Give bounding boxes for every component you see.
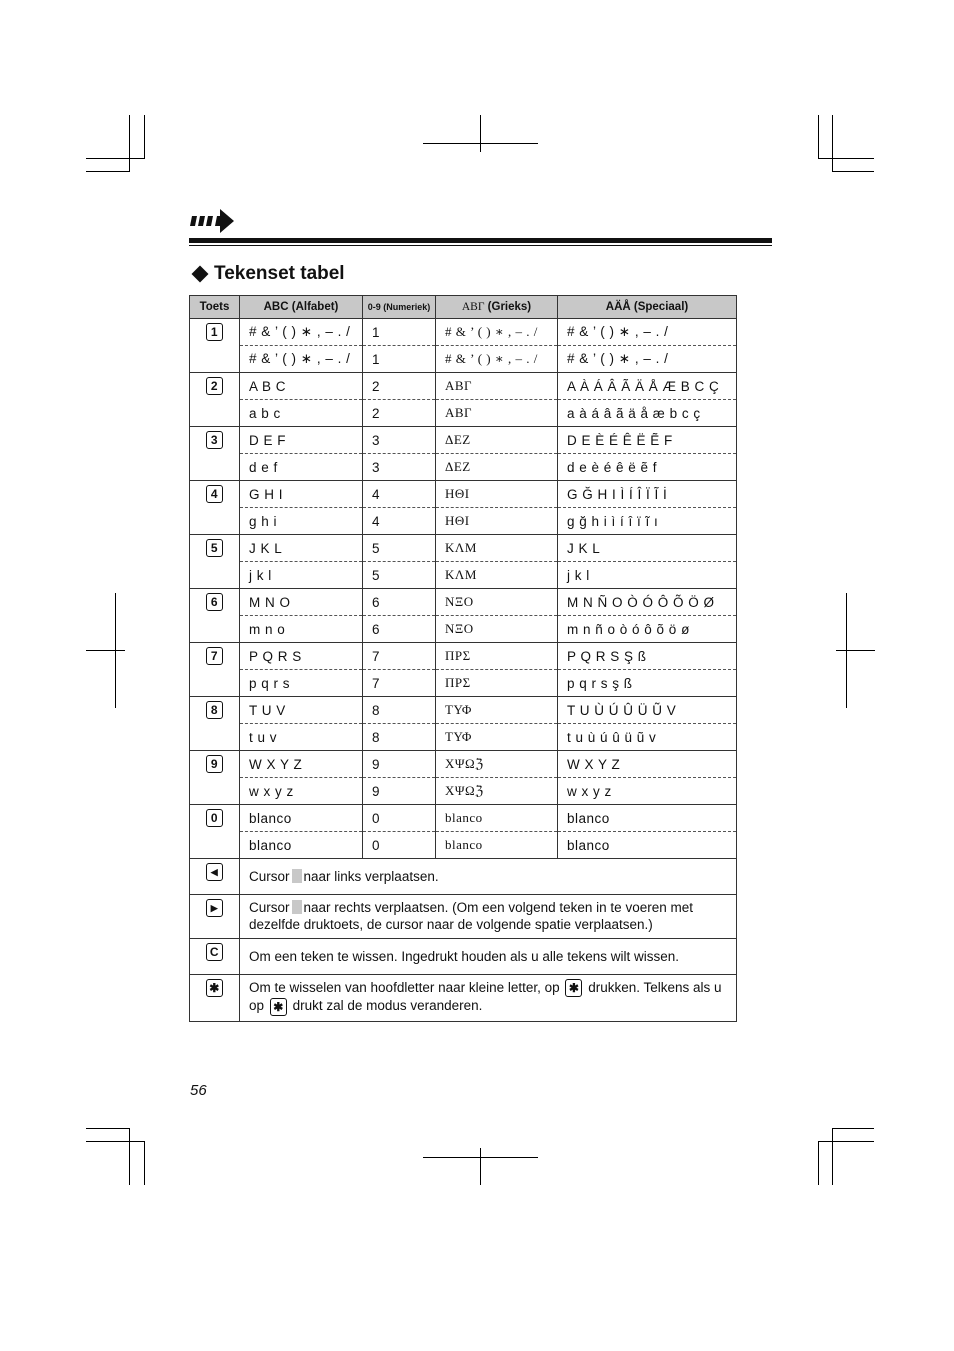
key-cell: [190, 751, 240, 805]
table-row: [190, 373, 737, 400]
crop-mark: [832, 1128, 874, 1129]
cell-greek-upper: ΗΘΙ: [436, 481, 558, 508]
section-title-text: Tekenset tabel: [214, 263, 345, 284]
table-row: [190, 346, 737, 373]
cell-alpha-upper: W X Y Z: [240, 751, 363, 778]
table-row: [190, 832, 737, 859]
cell-special-upper: blanco: [558, 805, 737, 832]
cell-numeric-lower: 3: [363, 454, 436, 481]
crop-mark: [86, 1128, 130, 1129]
key-8-icon: 8: [206, 701, 223, 719]
key-3-icon: 3: [206, 431, 223, 449]
cell-special-lower: j k l: [558, 562, 737, 589]
cell-greek-lower: ΗΘΙ: [436, 508, 558, 535]
cell-alpha-upper: M N O: [240, 589, 363, 616]
header-greek-label: (Grieks): [484, 301, 532, 313]
cursor-left-key-icon: ◀: [206, 863, 223, 881]
table-row: [190, 400, 737, 427]
cursor-left-text-before: Cursor: [249, 868, 290, 884]
cell-special-lower: t u ù ú û ü ũ v: [558, 724, 737, 751]
description-cell: [240, 895, 737, 939]
cell-numeric-upper: 0: [363, 805, 436, 832]
cell-alpha-upper: J K L: [240, 535, 363, 562]
key-cell: [190, 805, 240, 859]
cell-special-upper: # & ’ ( ) ∗ , – . /: [558, 319, 737, 346]
crop-mark: [144, 1141, 145, 1185]
cell-special-lower: blanco: [558, 832, 737, 859]
table-row: [190, 319, 737, 346]
header-alpha: ABC (Alfabet): [240, 296, 363, 319]
key-cell: [190, 939, 240, 975]
cell-numeric-lower: 5: [363, 562, 436, 589]
key-9-icon: 9: [206, 755, 223, 773]
clear-key-icon: C: [206, 943, 223, 961]
cell-alpha-upper: D E F: [240, 427, 363, 454]
cell-numeric-lower: 1: [363, 346, 436, 373]
table-row: [190, 562, 737, 589]
key-2-icon: 2: [206, 377, 223, 395]
cell-greek-lower: ΤΥΦ: [436, 724, 558, 751]
crop-mark: [115, 593, 116, 708]
cell-special-lower: g ğ h i ì í î ï ĩ ı: [558, 508, 737, 535]
character-set-table: [189, 295, 737, 1022]
cell-greek-upper: ΠΡΣ: [436, 643, 558, 670]
cell-numeric-upper: 5: [363, 535, 436, 562]
key-1-icon: 1: [206, 323, 223, 341]
cell-numeric-lower: 6: [363, 616, 436, 643]
crop-mark: [818, 158, 874, 159]
crop-mark: [480, 115, 481, 152]
cell-greek-lower: ΚΛΜ: [436, 562, 558, 589]
cell-greek-lower: # & ’ ( ) ∗ , – . /: [436, 346, 558, 373]
function-row-clear: [190, 939, 737, 975]
page-number: 56: [190, 1082, 207, 1099]
cell-greek-lower: ΧΨΩℨ: [436, 778, 558, 805]
cell-alpha-lower: t u v: [240, 724, 363, 751]
cell-special-upper: J K L: [558, 535, 737, 562]
cell-alpha-upper: A B C: [240, 373, 363, 400]
cell-special-lower: m n ñ o ò ó ô õ ö ø: [558, 616, 737, 643]
cell-alpha-lower: a b c: [240, 400, 363, 427]
key-4-icon: 4: [206, 485, 223, 503]
cell-special-upper: M N Ñ O Ò Ó Ô Õ Ö Ø: [558, 589, 737, 616]
header-rule-thin: [189, 245, 772, 246]
cell-numeric-lower: 9: [363, 778, 436, 805]
crop-mark: [86, 1141, 144, 1142]
star-text-1: Om te wisselen van hoofdletter naar kleine letter, op: [249, 980, 560, 995]
cell-numeric-upper: 4: [363, 481, 436, 508]
star-text-2: drukken. Telkens als u op: [249, 980, 722, 1014]
crop-mark: [832, 115, 833, 172]
cell-greek-lower: ΝΞΟ: [436, 616, 558, 643]
cell-greek-upper: # & ’ ( ) ∗ , – . /: [436, 319, 558, 346]
table-row: [190, 454, 737, 481]
key-cell: [190, 373, 240, 427]
cell-special-lower: p q r s ş ß: [558, 670, 737, 697]
crop-mark: [818, 1141, 874, 1142]
key-cell: [190, 319, 240, 373]
cell-alpha-lower: d e f: [240, 454, 363, 481]
cursor-block-icon: [292, 900, 302, 914]
table-row: [190, 481, 737, 508]
crop-mark: [129, 1128, 130, 1185]
cell-alpha-upper: P Q R S: [240, 643, 363, 670]
table-row: [190, 697, 737, 724]
function-row-star: [190, 975, 737, 1022]
cell-greek-lower: blanco: [436, 832, 558, 859]
cursor-right-text-before: Cursor: [249, 900, 290, 915]
key-cell: [190, 481, 240, 535]
cursor-left-text-after: naar links verplaatsen.: [303, 868, 439, 884]
table-row: [190, 778, 737, 805]
cell-greek-upper: ΑΒΓ: [436, 373, 558, 400]
key-7-icon: 7: [206, 647, 223, 665]
cell-special-lower: w x y z: [558, 778, 737, 805]
cell-greek-upper: blanco: [436, 805, 558, 832]
cell-numeric-upper: 3: [363, 427, 436, 454]
description-cell: Om een teken te wissen. Ingedrukt houden als u alle tekens wilt wissen.: [240, 939, 737, 975]
cell-special-upper: W X Y Z: [558, 751, 737, 778]
cell-alpha-upper: blanco: [240, 805, 363, 832]
cell-alpha-lower: w x y z: [240, 778, 363, 805]
crop-mark: [846, 593, 847, 708]
cell-special-upper: A À Á Â Ã Ä Å Æ B C Ç: [558, 373, 737, 400]
cell-numeric-lower: 4: [363, 508, 436, 535]
crop-mark: [480, 1148, 481, 1185]
description-cell: [240, 859, 737, 895]
cell-special-upper: T U Ù Ú Û Ü Ũ V: [558, 697, 737, 724]
cell-special-upper: P Q R S Ş ß: [558, 643, 737, 670]
table-row: [190, 535, 737, 562]
header-greek: [436, 296, 558, 319]
cell-greek-upper: ΧΨΩℨ: [436, 751, 558, 778]
header-numeric: 0-9 (Numeriek): [363, 296, 436, 319]
cell-alpha-lower: blanco: [240, 832, 363, 859]
table-row: [190, 427, 737, 454]
cell-numeric-upper: 8: [363, 697, 436, 724]
header-rule: [189, 238, 772, 243]
header-row: [190, 296, 737, 319]
table-row: [190, 589, 737, 616]
crop-mark: [86, 650, 125, 651]
crop-mark: [129, 115, 130, 172]
cell-alpha-lower: p q r s: [240, 670, 363, 697]
crop-mark: [832, 1128, 833, 1185]
crop-mark: [836, 650, 875, 651]
key-0-icon: 0: [206, 809, 223, 827]
cell-alpha-lower: # & ’ ( ) ∗ , – . /: [240, 346, 363, 373]
star-key-icon: ✱: [206, 979, 223, 997]
cell-alpha-upper: T U V: [240, 697, 363, 724]
cell-numeric-lower: 2: [363, 400, 436, 427]
cursor-block-icon: [292, 869, 302, 883]
cell-alpha-lower: j k l: [240, 562, 363, 589]
cell-numeric-upper: 7: [363, 643, 436, 670]
cursor-right-key-icon: ▶: [206, 899, 223, 917]
cell-numeric-lower: 8: [363, 724, 436, 751]
cell-greek-upper: ΤΥΦ: [436, 697, 558, 724]
header-key: Toets: [190, 296, 240, 319]
star-text-3: drukt zal de modus veranderen.: [292, 998, 483, 1014]
header-special: AÄÅ (Speciaal): [558, 296, 737, 319]
crop-mark: [86, 171, 130, 172]
crop-mark: [818, 1141, 819, 1185]
cell-alpha-upper: G H I: [240, 481, 363, 508]
key-6-icon: 6: [206, 593, 223, 611]
cell-numeric-upper: 2: [363, 373, 436, 400]
key-cell: [190, 535, 240, 589]
cell-special-upper: G Ğ H I Ì Í Î Ï Ĩ İ: [558, 481, 737, 508]
table-row: [190, 751, 737, 778]
function-row-cursor-left: [190, 859, 737, 895]
cell-numeric-lower: 7: [363, 670, 436, 697]
cell-alpha-lower: g h i: [240, 508, 363, 535]
table-row: [190, 508, 737, 535]
cell-numeric-upper: 6: [363, 589, 436, 616]
key-cell: [190, 895, 240, 939]
cell-greek-upper: ΔΕΖ: [436, 427, 558, 454]
cell-greek-upper: ΚΛΜ: [436, 535, 558, 562]
table-row: [190, 643, 737, 670]
table-row: [190, 616, 737, 643]
function-row-cursor-right: [190, 895, 737, 939]
cell-alpha-lower: m n o: [240, 616, 363, 643]
crop-mark: [832, 171, 874, 172]
star-key-inline-icon: ✱: [270, 998, 287, 1016]
star-key-inline-icon: ✱: [565, 979, 582, 997]
cell-special-lower: a à á â ã ä å æ b c ç: [558, 400, 737, 427]
description-cell: [240, 975, 737, 1022]
table-row: [190, 724, 737, 751]
continue-arrow-icon: [190, 208, 236, 234]
table-row: [190, 805, 737, 832]
crop-mark: [818, 115, 819, 159]
key-cell: [190, 427, 240, 481]
key-cell: [190, 643, 240, 697]
section-title: [190, 263, 345, 285]
key-cell: [190, 589, 240, 643]
crop-mark: [86, 158, 144, 159]
crop-mark: [144, 115, 145, 159]
cell-greek-upper: ΝΞΟ: [436, 589, 558, 616]
cell-special-lower: # & ’ ( ) ∗ , – . /: [558, 346, 737, 373]
table-row: [190, 670, 737, 697]
cell-greek-lower: ΠΡΣ: [436, 670, 558, 697]
cell-special-lower: d e è é ê ë ẽ f: [558, 454, 737, 481]
header-greek-letters: ΑΒΓ: [461, 301, 485, 313]
cell-numeric-upper: 9: [363, 751, 436, 778]
key-cell: [190, 697, 240, 751]
diamond-bullet-icon: [192, 266, 209, 283]
cell-greek-lower: ΑΒΓ: [436, 400, 558, 427]
cell-alpha-upper: # & ’ ( ) ∗ , – . /: [240, 319, 363, 346]
key-5-icon: 5: [206, 539, 223, 557]
cursor-right-text-after: naar rechts verplaatsen. (Om een volgend teken in te voeren met dezelfde druktoets, de cursor naar de volgende spatie verplaatsen.): [249, 900, 693, 932]
key-cell: [190, 859, 240, 895]
key-cell: [190, 975, 240, 1022]
cell-greek-lower: ΔΕΖ: [436, 454, 558, 481]
cell-numeric-upper: 1: [363, 319, 436, 346]
cell-special-upper: D E È É Ê Ë Ẽ F: [558, 427, 737, 454]
cell-numeric-lower: 0: [363, 832, 436, 859]
